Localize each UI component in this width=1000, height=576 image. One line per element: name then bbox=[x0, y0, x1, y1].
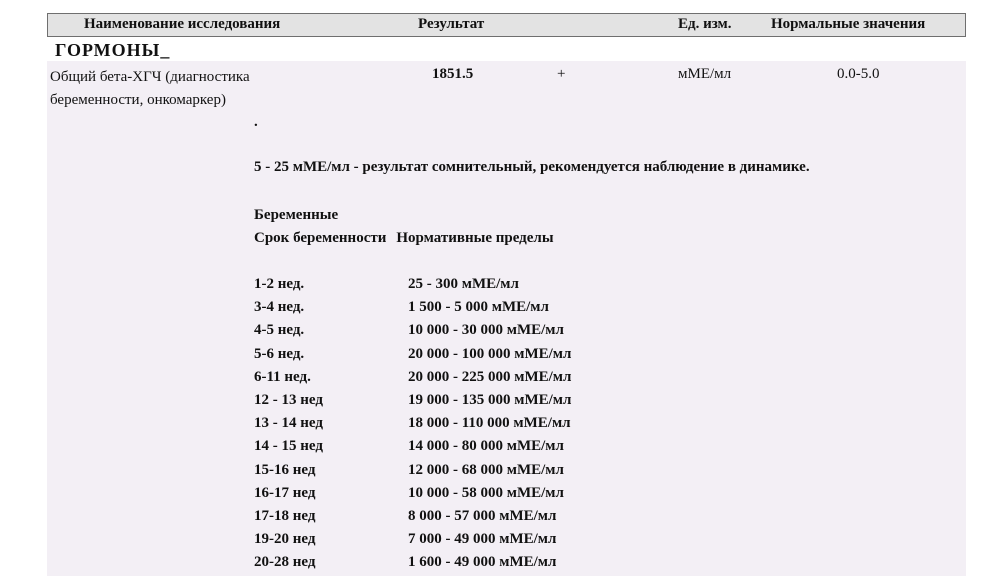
pregnancy-week: 13 - 14 нед bbox=[254, 415, 323, 432]
pregnancy-week: 20-28 нед bbox=[254, 554, 316, 571]
pregnancy-col-limits: Нормативные пределы bbox=[396, 230, 554, 246]
header-test-name: Наименование исследования bbox=[84, 16, 281, 32]
pregnancy-week: 17-18 нед bbox=[254, 507, 316, 524]
test-result-value: 1851.5 bbox=[432, 66, 474, 82]
pregnancy-range: 10 000 - 58 000 мМЕ/мл bbox=[408, 484, 564, 501]
header-result: Результат bbox=[418, 16, 485, 32]
pregnancy-range-row bbox=[254, 369, 774, 392]
header-normal-values: Нормальные значения bbox=[771, 16, 926, 32]
comment-doubtful-range: 5 - 25 мМЕ/мл - результат сомнительный, рекомендуется наблюдение в динамике. bbox=[254, 159, 810, 175]
pregnancy-range: 18 000 - 110 000 мМЕ/мл bbox=[408, 415, 571, 432]
pregnancy-range-row bbox=[254, 554, 774, 576]
pregnancy-range: 12 000 - 68 000 мМЕ/мл bbox=[408, 461, 564, 478]
section-title: ГОРМОНЫ_ bbox=[55, 40, 171, 60]
pregnancy-range-row bbox=[254, 508, 774, 531]
test-normal-range: 0.0-5.0 bbox=[837, 66, 880, 82]
pregnancy-week: 3-4 нед. bbox=[254, 299, 305, 316]
pregnancy-range-row bbox=[254, 276, 774, 299]
pregnancy-range-row bbox=[254, 346, 774, 369]
pregnancy-week: 1-2 нед. bbox=[254, 276, 305, 292]
pregnancy-ranges-table bbox=[254, 276, 774, 576]
test-unit: мМЕ/мл bbox=[678, 66, 732, 82]
pregnancy-range: 1 500 - 5 000 мМЕ/мл bbox=[408, 299, 549, 316]
pregnancy-range-row bbox=[254, 415, 774, 438]
comment-pregnant-title: Беременные bbox=[254, 207, 339, 223]
comment-dot: . bbox=[254, 114, 258, 130]
header-unit: Ед. изм. bbox=[678, 16, 732, 32]
pregnancy-range: 1 600 - 49 000 мМЕ/мл bbox=[408, 554, 557, 571]
pregnancy-range-row bbox=[254, 392, 774, 415]
pregnancy-range: 10 000 - 30 000 мМЕ/мл bbox=[408, 322, 564, 339]
pregnancy-week: 5-6 нед. bbox=[254, 345, 305, 362]
pregnancy-range-row bbox=[254, 438, 774, 461]
pregnancy-col-term: Срок беременности bbox=[254, 230, 387, 246]
pregnancy-week: 15-16 нед bbox=[254, 461, 316, 478]
pregnancy-range-row bbox=[254, 299, 774, 322]
pregnancy-week: 16-17 нед bbox=[254, 484, 316, 501]
test-name-line-1: Общий бета-ХГЧ (диагностика bbox=[50, 69, 250, 85]
test-name-line-2: беременности, онкомаркер) bbox=[50, 92, 226, 108]
pregnancy-range-row bbox=[254, 531, 774, 554]
pregnancy-range-row bbox=[254, 322, 774, 345]
pregnancy-range: 20 000 - 100 000 мМЕ/мл bbox=[408, 345, 572, 362]
test-name bbox=[50, 66, 315, 112]
pregnancy-range: 14 000 - 80 000 мМЕ/мл bbox=[408, 438, 564, 455]
pregnancy-week: 6-11 нед. bbox=[254, 368, 311, 385]
pregnancy-table-header bbox=[254, 230, 554, 247]
pregnancy-week: 12 - 13 нед bbox=[254, 391, 323, 408]
pregnancy-week: 14 - 15 нед bbox=[254, 438, 323, 455]
pregnancy-week: 4-5 нед. bbox=[254, 322, 305, 339]
pregnancy-range: 20 000 - 225 000 мМЕ/мл bbox=[408, 368, 572, 385]
pregnancy-range: 19 000 - 135 000 мМЕ/мл bbox=[408, 391, 572, 408]
pregnancy-range-row bbox=[254, 485, 774, 508]
pregnancy-week: 19-20 нед bbox=[254, 531, 316, 548]
pregnancy-range-row bbox=[254, 462, 774, 485]
pregnancy-range: 7 000 - 49 000 мМЕ/мл bbox=[408, 531, 557, 548]
pregnancy-range: 8 000 - 57 000 мМЕ/мл bbox=[408, 507, 557, 524]
table-header bbox=[47, 13, 966, 37]
test-result-flag: + bbox=[557, 66, 566, 82]
pregnancy-range: 25 - 300 мМЕ/мл bbox=[408, 276, 519, 292]
